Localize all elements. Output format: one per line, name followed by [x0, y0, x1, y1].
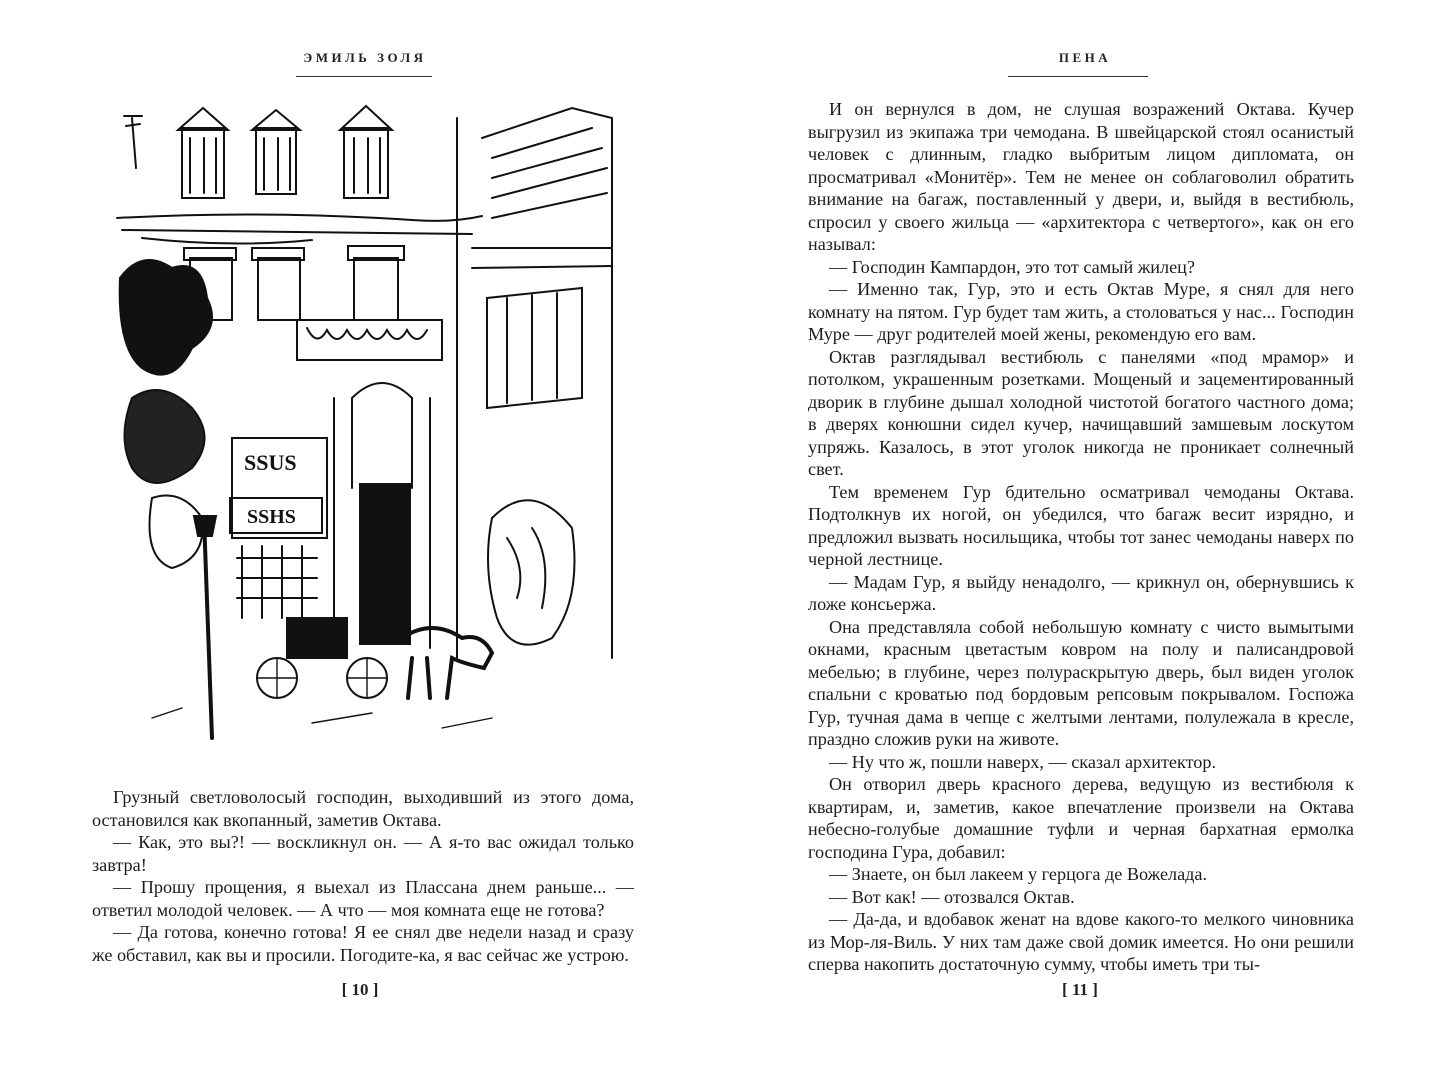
page-number-right: [ 11 ] [1062, 980, 1098, 999]
paragraph: — Вот как! — отозвался Октав. [829, 886, 1075, 907]
paragraph: — Как, это вы?! — воскликнул он. — А я-то вас ожидал только завтра! [92, 832, 634, 875]
paragraph: — Ну что ж, пошли наверх, — сказал архитектор. [829, 751, 1217, 772]
running-head-author: ЭМИЛЬ ЗОЛЯ [303, 50, 427, 65]
paragraph: — Господин Кампардон, это тот самый жилец? [829, 256, 1195, 277]
running-head-title: ПЕНА [1058, 50, 1112, 65]
right-body-text [808, 98, 1354, 976]
page-number-left: [ 10 ] [341, 980, 379, 999]
paragraph: — Да готова, конечно готова! Я ее снял две недели назад и сразу же обставил, как вы и просили. Погодите-ка, я вас сейчас же устрою. [92, 922, 634, 965]
shop-sign-lower: SSHS [247, 506, 296, 528]
paragraph: Она представляла собой небольшую комнату с чисто вымытыми окнами, красным цветастым ковром на полу и палисандровой мебелью; в глубине, через полураскрытую дверь, был виден уголок спальни с кроватью под бордовым репсовым покрывалом. Госпожа Гур, тучная дама в чепце с желтыми лентами, полулежала в кресле, праздно сложив руки на животе. [808, 616, 1354, 749]
paragraph: Он отворил дверь красного дерева, ведущую из вестибюля к квартирам, и, заметив, какое впечатление произвели на Октава небесно-голубые домашние туфли и черная бархатная ермолка господина Гура, добавил: [808, 774, 1354, 862]
paragraph: — Знаете, он был лакеем у герцога де Вожелада. [829, 864, 1208, 884]
left-body-text [92, 786, 634, 966]
paragraph: — Прошу прощения, я выехал из Плассана днем раньше... — ответил молодой человек. — А что — моя комната еще не готова? [92, 877, 634, 920]
paragraph: — Мадам Гур, я выйду ненадолго, — крикнул он, обернувшись к ложе консьержа. [808, 571, 1354, 614]
right-page [720, 0, 1440, 1080]
paragraph: Тем временем Гур бдительно осматривал чемоданы Октава. Подтолкнув их ногой, он убедился, что багаж весит изрядно, и предложил вызвать носильщика, чтобы тот занес чемоданы наверх по черной лестнице. [808, 481, 1354, 569]
street-illustration [112, 98, 624, 758]
running-head-rule [296, 76, 432, 77]
paragraph: Грузный светловолосый господин, выходивший из этого дома, остановился как вкопанный, заметив Октава. [92, 787, 634, 830]
paragraph: — Да-да, и вдобавок женат на вдове какого-то мелкого чиновника из Мор-ля-Виль. У них там даже свой домик имеется. Но они решили сперва накопить достаточную сумму, чтобы иметь три ты- [808, 909, 1354, 974]
paragraph: И он вернулся в дом, не слушая возражений Октава. Кучер выгрузил из экипажа три чемодана. В швейцарской стоял осанистый человек с длинным, гладко выбритым лицом дипломата, он просматривал «Монитёр». Тем не менее он соблаговолил обратить внимание на багаж, поставленный у двери, и, выйдя в вестибюль, спросил у своего жильца — «архитектора с четвертого», как он его называл: [808, 99, 1354, 254]
paragraph: — Именно так, Гур, это и есть Октав Муре, я снял для него комнату на пятом. Гур будет там жить, а столоваться у нас... Господин Муре — друг родителей моей жены, рекомендую его вам. [808, 279, 1354, 344]
paragraph: Октав разглядывал вестибюль с панелями «под мрамор» и потолком, украшенным розетками. Мощеный и зацементированный дворик в глубине дышал холодной чистотой богатого частного дома; в дверях конюшни сидел кучер, начищавший замшевым лоскутом упряжь. Казалось, в этот уголок никогда не проникает солнечный свет. [808, 346, 1354, 479]
shop-sign-upper: SSUS [244, 450, 297, 475]
running-head-rule [1008, 76, 1148, 77]
